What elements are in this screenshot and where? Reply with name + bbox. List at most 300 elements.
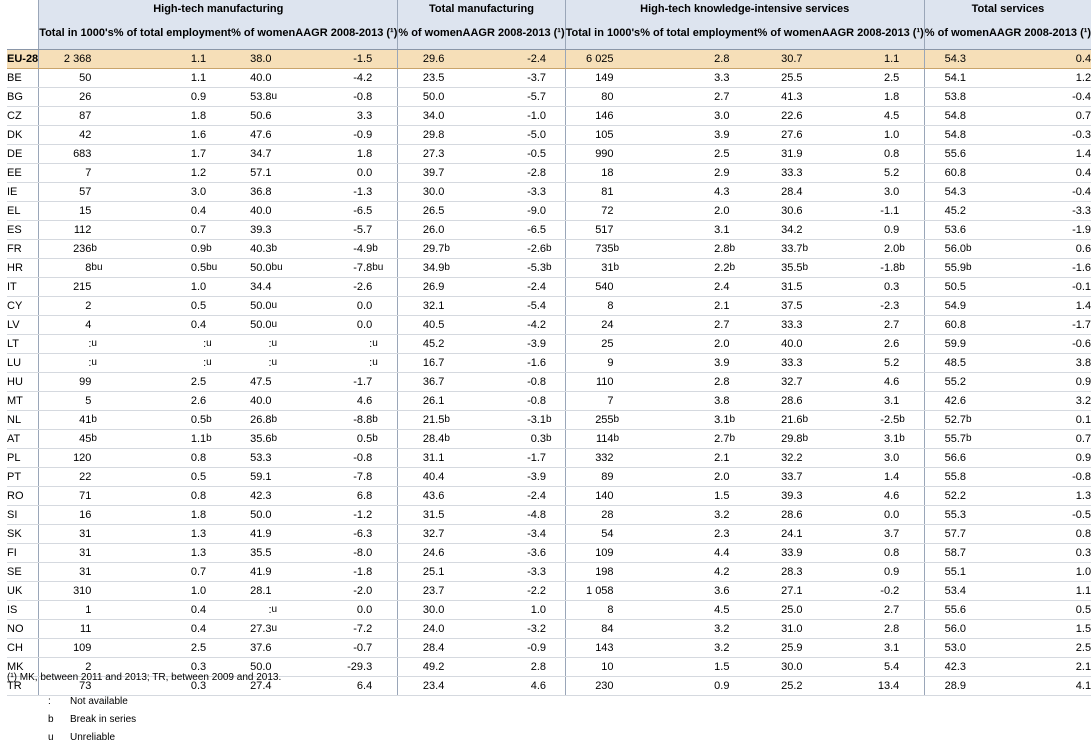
value-cell: 0.9	[822, 563, 900, 582]
value-cell: 34.9	[398, 259, 444, 278]
flag-cell: b	[899, 240, 924, 259]
value-cell: 0.7	[114, 563, 206, 582]
country-cell: RO	[7, 487, 39, 506]
value-cell: 25.2	[758, 677, 803, 696]
value-cell: 36.7	[398, 373, 444, 392]
value-cell: 58.7	[924, 544, 966, 563]
value-cell: 28.3	[758, 563, 803, 582]
flag-cell	[206, 601, 231, 620]
flag-cell	[91, 468, 113, 487]
flag-cell	[729, 335, 757, 354]
flag-cell	[91, 506, 113, 525]
flag-cell	[91, 88, 113, 107]
flag-cell	[444, 202, 462, 221]
value-cell: 1.8	[114, 506, 206, 525]
table-row	[7, 620, 1091, 639]
flag-cell	[729, 145, 757, 164]
flag-cell	[614, 620, 641, 639]
flag-cell	[729, 164, 757, 183]
value-cell: 29.8	[398, 126, 444, 145]
value-cell: 4	[39, 316, 92, 335]
flag-cell: b	[91, 411, 113, 430]
value-cell: 40.3	[231, 240, 271, 259]
value-cell: 2.7	[640, 430, 729, 449]
value-cell: 23.4	[398, 677, 444, 696]
value-cell: -1.7	[989, 316, 1091, 335]
value-cell: -2.6	[295, 278, 372, 297]
flag-cell	[272, 639, 296, 658]
value-cell: 37.5	[758, 297, 803, 316]
value-cell: 3.1	[822, 430, 900, 449]
flag-cell	[444, 88, 462, 107]
flag-cell	[91, 69, 113, 88]
flag-cell: b	[729, 259, 757, 278]
value-cell: -6.5	[295, 202, 372, 221]
value-cell: 735	[565, 240, 613, 259]
flag-cell: b	[614, 240, 641, 259]
flag-cell	[899, 354, 924, 373]
flag-cell	[372, 221, 398, 240]
value-cell: 1.1	[822, 50, 900, 69]
flag-cell	[729, 183, 757, 202]
value-cell: 33.3	[758, 354, 803, 373]
flag-cell	[614, 297, 641, 316]
flag-cell	[91, 601, 113, 620]
value-cell: 32.1	[398, 297, 444, 316]
value-cell: 55.7	[924, 430, 966, 449]
col-ts-aagr: AAGR 2008-2013 (¹)	[989, 18, 1091, 50]
flag-cell	[206, 126, 231, 145]
value-cell: 0.7	[989, 430, 1091, 449]
value-cell: 1.4	[989, 145, 1091, 164]
value-cell: 87	[39, 107, 92, 126]
country-cell: HU	[7, 373, 39, 392]
col-hks-pct-women: % of women	[758, 18, 822, 50]
value-cell: 30.6	[758, 202, 803, 221]
country-cell: BE	[7, 69, 39, 88]
value-cell: -2.4	[463, 487, 547, 506]
country-cell: DE	[7, 145, 39, 164]
value-cell: 50.0	[231, 259, 271, 278]
value-cell: 54.8	[924, 126, 966, 145]
flag-cell	[729, 468, 757, 487]
legend-symbol: :	[48, 696, 51, 707]
flag-cell	[899, 335, 924, 354]
value-cell: 1.0	[114, 582, 206, 601]
value-cell: 0.3	[114, 658, 206, 677]
flag-cell	[444, 449, 462, 468]
country-cell: FI	[7, 544, 39, 563]
value-cell: 0.9	[989, 449, 1091, 468]
value-cell: -3.9	[463, 335, 547, 354]
flag-cell	[444, 658, 462, 677]
value-cell: 33.3	[758, 316, 803, 335]
employment-table	[7, 0, 1091, 696]
value-cell: 1.5	[640, 487, 729, 506]
value-cell: 2.1	[640, 449, 729, 468]
flag-cell	[272, 544, 296, 563]
table-row	[7, 601, 1091, 620]
flag-cell	[546, 183, 565, 202]
flag-cell	[899, 506, 924, 525]
flag-cell	[803, 525, 822, 544]
value-cell: 0.4	[114, 620, 206, 639]
value-cell: 1.6	[114, 126, 206, 145]
flag-cell	[803, 487, 822, 506]
value-cell: -1.6	[989, 259, 1091, 278]
group-total-services: Total services	[924, 0, 1091, 18]
flag-cell	[729, 449, 757, 468]
flag-cell	[206, 525, 231, 544]
value-cell: 0.8	[822, 544, 900, 563]
value-cell: 146	[565, 107, 613, 126]
country-cell: EL	[7, 202, 39, 221]
value-cell: -2.4	[463, 278, 547, 297]
value-cell: 1.1	[114, 69, 206, 88]
table-row	[7, 145, 1091, 164]
flag-cell	[91, 183, 113, 202]
value-cell: 2.9	[640, 164, 729, 183]
flag-cell	[206, 278, 231, 297]
flag-cell	[803, 620, 822, 639]
flag-cell	[966, 164, 989, 183]
flag-cell	[91, 50, 113, 69]
flag-cell	[444, 107, 462, 126]
flag-cell	[206, 563, 231, 582]
value-cell: 29.6	[398, 50, 444, 69]
flag-cell	[372, 297, 398, 316]
value-cell: 71	[39, 487, 92, 506]
value-cell: 28.1	[231, 582, 271, 601]
value-cell: 22.6	[758, 107, 803, 126]
value-cell: 10	[565, 658, 613, 677]
flag-cell: b	[966, 411, 989, 430]
group-total-manufacturing: Total manufacturing	[398, 0, 565, 18]
flag-cell	[729, 69, 757, 88]
flag-cell	[91, 145, 113, 164]
value-cell: -1.1	[822, 202, 900, 221]
value-cell: 0.3	[463, 430, 547, 449]
value-cell: 4.6	[463, 677, 547, 696]
flag-cell: bu	[91, 259, 113, 278]
flag-cell: u	[272, 297, 296, 316]
value-cell: 41	[39, 411, 92, 430]
flag-cell: b	[91, 240, 113, 259]
value-cell: 30.0	[758, 658, 803, 677]
value-cell: 55.2	[924, 373, 966, 392]
flag-cell	[899, 468, 924, 487]
value-cell: 35.6	[231, 430, 271, 449]
flag-cell	[614, 525, 641, 544]
flag-cell	[206, 69, 231, 88]
value-cell: 0.5	[989, 601, 1091, 620]
flag-cell	[444, 126, 462, 145]
col-tm-pct-women: % of women	[398, 18, 463, 50]
value-cell: -7.2	[295, 620, 372, 639]
value-cell: -1.6	[463, 354, 547, 373]
flag-cell	[272, 278, 296, 297]
value-cell: 72	[565, 202, 613, 221]
corner-cell	[7, 0, 39, 18]
value-cell: 25.1	[398, 563, 444, 582]
value-cell: 24.0	[398, 620, 444, 639]
value-cell: -3.2	[463, 620, 547, 639]
flag-cell	[372, 392, 398, 411]
flag-cell	[729, 316, 757, 335]
value-cell: 0.3	[114, 677, 206, 696]
flag-cell	[729, 544, 757, 563]
flag-cell	[729, 202, 757, 221]
value-cell: 26.1	[398, 392, 444, 411]
flag-cell	[444, 563, 462, 582]
flag-cell	[899, 601, 924, 620]
value-cell: 2.4	[640, 278, 729, 297]
country-cell: DK	[7, 126, 39, 145]
flag-cell	[546, 525, 565, 544]
flag-cell	[899, 316, 924, 335]
table-row	[7, 525, 1091, 544]
flag-cell	[206, 202, 231, 221]
value-cell: 55.1	[924, 563, 966, 582]
flag-cell: b	[729, 240, 757, 259]
value-cell: 16	[39, 506, 92, 525]
value-cell: 57	[39, 183, 92, 202]
flag-cell	[803, 601, 822, 620]
flag-cell	[729, 525, 757, 544]
col-hks-total: Total in 1000's	[565, 18, 640, 50]
flag-cell	[372, 468, 398, 487]
flag-cell	[803, 297, 822, 316]
flag-cell	[546, 354, 565, 373]
country-cell: EE	[7, 164, 39, 183]
flag-cell	[91, 544, 113, 563]
flag-cell	[546, 468, 565, 487]
flag-cell	[803, 335, 822, 354]
value-cell: -1.2	[295, 506, 372, 525]
flag-cell	[729, 658, 757, 677]
value-cell: 2.6	[822, 335, 900, 354]
country-cell: IT	[7, 278, 39, 297]
flag-cell	[206, 221, 231, 240]
flag-cell	[546, 487, 565, 506]
flag-cell	[206, 392, 231, 411]
value-cell: 0.4	[989, 50, 1091, 69]
country-cell: IS	[7, 601, 39, 620]
flag-cell	[966, 202, 989, 221]
flag-cell	[614, 221, 641, 240]
value-cell: 0.8	[114, 487, 206, 506]
flag-cell	[444, 582, 462, 601]
flag-cell	[614, 202, 641, 221]
flag-cell	[803, 506, 822, 525]
value-cell: 13.4	[822, 677, 900, 696]
flag-cell: b	[272, 411, 296, 430]
value-cell: 84	[565, 620, 613, 639]
value-cell: 54.8	[924, 107, 966, 126]
value-cell: 0.9	[114, 88, 206, 107]
value-cell: 41.9	[231, 525, 271, 544]
flag-cell	[91, 202, 113, 221]
flag-cell: b	[899, 411, 924, 430]
value-cell: 43.6	[398, 487, 444, 506]
value-cell: 27.6	[758, 126, 803, 145]
value-cell: 1.7	[114, 145, 206, 164]
value-cell: 25.0	[758, 601, 803, 620]
value-cell: -3.1	[463, 411, 547, 430]
value-cell: 0.9	[640, 677, 729, 696]
value-cell: -4.2	[463, 316, 547, 335]
value-cell: 28.6	[758, 392, 803, 411]
flag-cell	[546, 88, 565, 107]
value-cell: 15	[39, 202, 92, 221]
legend-item	[48, 696, 128, 707]
value-cell: -5.3	[463, 259, 547, 278]
table-row	[7, 164, 1091, 183]
flag-cell	[899, 164, 924, 183]
value-cell: 24	[565, 316, 613, 335]
table-row	[7, 88, 1091, 107]
flag-cell: b	[614, 411, 641, 430]
flag-cell	[91, 620, 113, 639]
value-cell: 0.5	[114, 259, 206, 278]
value-cell: 48.5	[924, 354, 966, 373]
flag-cell	[803, 221, 822, 240]
flag-cell	[444, 316, 462, 335]
country-cell: LV	[7, 316, 39, 335]
table-row	[7, 69, 1091, 88]
value-cell: 50	[39, 69, 92, 88]
country-cell: LU	[7, 354, 39, 373]
value-cell: -3.3	[463, 183, 547, 202]
flag-cell	[966, 601, 989, 620]
value-cell: 16.7	[398, 354, 444, 373]
value-cell: 73	[39, 677, 92, 696]
flag-cell	[444, 183, 462, 202]
value-cell: 27.1	[758, 582, 803, 601]
flag-cell: b	[546, 430, 565, 449]
value-cell: 54.3	[924, 50, 966, 69]
flag-cell	[546, 164, 565, 183]
flag-cell	[803, 582, 822, 601]
flag-cell	[803, 278, 822, 297]
flag-cell	[614, 88, 641, 107]
value-cell: 2.8	[463, 658, 547, 677]
value-cell: 32.7	[398, 525, 444, 544]
flag-cell	[272, 202, 296, 221]
value-cell: 54	[565, 525, 613, 544]
value-cell: 60.8	[924, 316, 966, 335]
value-cell: 2.7	[640, 316, 729, 335]
flag-cell	[899, 677, 924, 696]
table-row	[7, 506, 1091, 525]
value-cell: 28.9	[924, 677, 966, 696]
flag-cell	[729, 373, 757, 392]
flag-cell	[206, 88, 231, 107]
flag-cell	[966, 468, 989, 487]
value-cell: 332	[565, 449, 613, 468]
value-cell: -4.2	[295, 69, 372, 88]
flag-cell	[91, 221, 113, 240]
flag-cell	[546, 126, 565, 145]
flag-cell: bu	[372, 259, 398, 278]
flag-cell	[803, 126, 822, 145]
flag-cell	[206, 164, 231, 183]
value-cell: 5.2	[822, 354, 900, 373]
flag-cell	[206, 639, 231, 658]
legend-text: Not available	[70, 696, 128, 707]
flag-cell	[803, 316, 822, 335]
flag-cell	[966, 335, 989, 354]
value-cell: 55.3	[924, 506, 966, 525]
value-cell: 3.0	[114, 183, 206, 202]
flag-cell	[803, 563, 822, 582]
flag-cell	[546, 639, 565, 658]
flag-cell	[272, 69, 296, 88]
value-cell: -7.8	[295, 468, 372, 487]
flag-cell	[614, 278, 641, 297]
value-cell: 29.7	[398, 240, 444, 259]
value-cell: 0.8	[822, 145, 900, 164]
value-cell: 0.3	[822, 278, 900, 297]
value-cell: -4.8	[463, 506, 547, 525]
flag-cell	[91, 316, 113, 335]
value-cell: 89	[565, 468, 613, 487]
value-cell: 40.0	[231, 392, 271, 411]
flag-cell	[272, 468, 296, 487]
table-row	[7, 373, 1091, 392]
flag-cell	[966, 525, 989, 544]
flag-cell	[614, 373, 641, 392]
value-cell: 26.0	[398, 221, 444, 240]
value-cell: -1.7	[295, 373, 372, 392]
value-cell: -1.8	[822, 259, 900, 278]
country-cell: SE	[7, 563, 39, 582]
value-cell: 198	[565, 563, 613, 582]
value-cell: -3.6	[463, 544, 547, 563]
value-cell: 55.6	[924, 601, 966, 620]
value-cell: 45.2	[398, 335, 444, 354]
flag-cell	[899, 620, 924, 639]
table-row	[7, 487, 1091, 506]
flag-cell	[546, 278, 565, 297]
flag-cell	[614, 316, 641, 335]
flag-cell	[899, 392, 924, 411]
value-cell: 1.8	[295, 145, 372, 164]
flag-cell	[546, 221, 565, 240]
flag-cell	[966, 658, 989, 677]
value-cell: 25.5	[758, 69, 803, 88]
flag-cell	[372, 601, 398, 620]
flag-cell	[966, 50, 989, 69]
flag-cell	[372, 525, 398, 544]
flag-cell	[899, 145, 924, 164]
value-cell: 236	[39, 240, 92, 259]
flag-cell	[729, 88, 757, 107]
value-cell: 4.5	[822, 107, 900, 126]
value-cell: 2.7	[822, 316, 900, 335]
flag-cell	[372, 278, 398, 297]
flag-cell	[614, 107, 641, 126]
value-cell: 56.0	[924, 620, 966, 639]
value-cell: 0.5	[295, 430, 372, 449]
value-cell: -5.0	[463, 126, 547, 145]
value-cell: 39.3	[758, 487, 803, 506]
flag-cell	[272, 563, 296, 582]
flag-cell	[899, 487, 924, 506]
value-cell: 2	[39, 658, 92, 677]
country-header	[7, 18, 39, 50]
table-row	[7, 240, 1091, 259]
